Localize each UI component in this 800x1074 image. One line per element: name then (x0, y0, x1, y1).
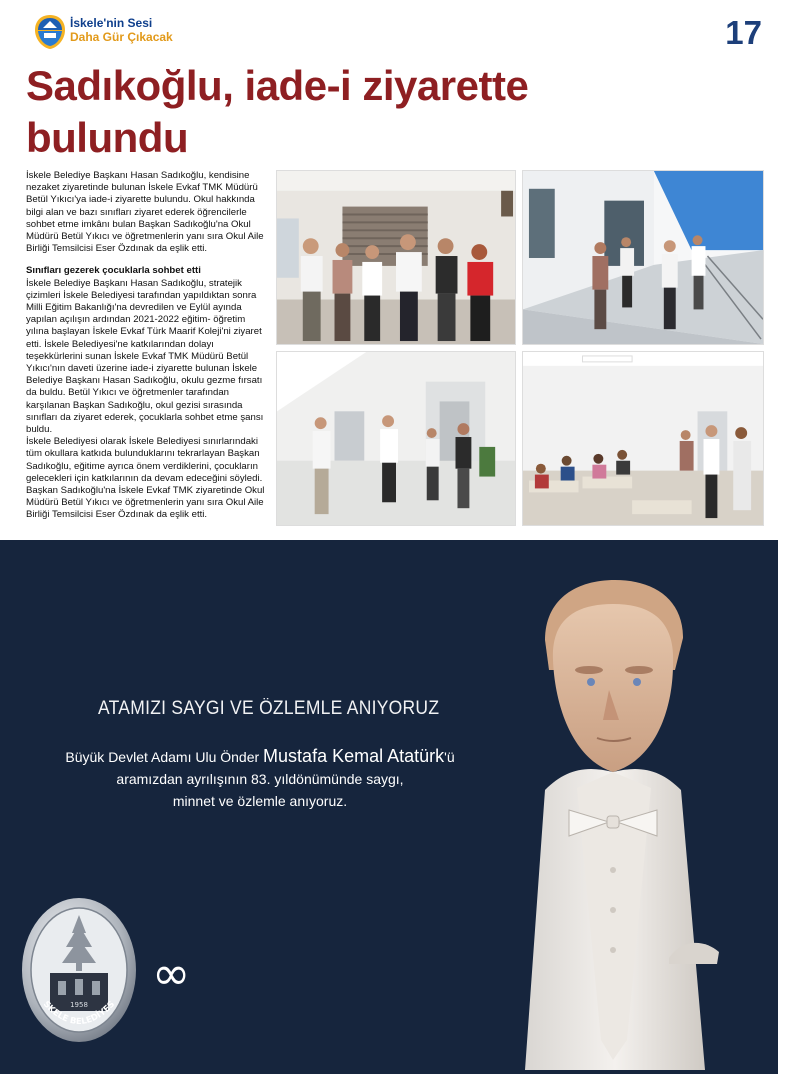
brand-slogan (70, 17, 173, 45)
hall-tour-photo (276, 351, 516, 526)
group-photo-office (276, 170, 516, 345)
commemoration-message (50, 745, 470, 812)
municipality-seal-icon (20, 895, 138, 1045)
commemoration-banner (0, 540, 778, 1074)
message-line-3: minnet ve özlemle anıyoruz. (172, 793, 348, 809)
classroom-visit-photo (522, 351, 764, 526)
message-suffix: 'ü (444, 749, 455, 765)
seal-year: 1958 (70, 1001, 88, 1009)
message-line-2: aramızdan ayrılışının 83. yıldönümünde saygı, (116, 771, 404, 787)
seal-text: SKELE BELEDİYES (40, 999, 118, 1028)
article-paragraph-3: Başkan Sadıkoğlu'na İskele Evkaf TMK ziyaretinde Okul Müdürü Betül Yıkıcı ve öğretmenlerin yanı sıra Okul Aile Birliği Temsilcisi Eser Özdınak da eşlik etti. (26, 485, 265, 521)
page-number: 17 (725, 14, 762, 51)
article-subhead: Sınıfları gezerek çocuklarla sohbet etti (26, 265, 201, 277)
municipality-logo-icon (34, 14, 66, 50)
article-body (26, 170, 266, 522)
article-intro: İskele Belediye Başkanı Hasan Sadıkoğlu, kendisine nezaket ziyaretinde bulunan İskele Evkaf TMK Müdürü Betül Yıkıcı'ya iade-i ziyarette bulundu. Okul hakkında bilgi alan ve bazı sınıfları ziyaret ederek öğrencilerle sohbet etme imkânı bulan Başkan Sadıkoğlu'na Okul Müdürü Betül Yıkıcı ve öğretmenlerin yanı sıra Okul Aile Birliği Temsilcisi Eser Özdınak da eşlik etti. (26, 170, 264, 255)
banner-title: ATAMIZI SAYGI VE ÖZLEMLE ANIYORUZ (98, 698, 440, 719)
article-paragraph-1: İskele Belediye Başkanı Hasan Sadıkoğlu, stratejik çizimleri İskele Belediyesi tarafından yapıldıktan sonra Milli Eğitim Bakanlığı'na devredilen ve Eylül ayında yapılan açılışın ardından 2021-2022 eğitim- öğretim yılına başlayan İskele Evkaf Türk Maarif Koleji'ni ziyaret etti. İskele Belediyesi'ne katkılarından dolayı teşekkürlerini sunan İskele Evkaf TMK Müdürü Betül Yıkıcı'nın daveti üzerine iade-i ziyarette bulunan İskele Belediye Başkanı Hasan Sadıkoğlu, okulu gezme fırsatı da buldu. Betül Yıkıcı ve öğretmenler tarafından karşılanan Başkan Sadıkoğlu, okul gezisi sırasında sınıfları da ziyaret ederek, çocuklarla sohbet etme şansı buldu. (26, 277, 264, 436)
article-paragraph-2: İskele Belediyesi olarak İskele Belediyesi sınırlarındaki tüm okullara katkıda bulunduklarını tekrarlayan Başkan Sadıkoğlu, eğitime ayrıca önem verdiklerini, çocukların gelecekleri için katkılarının da devam edeceğini söyledi. (26, 436, 263, 484)
brand-line-2: Daha Gür Çıkacak (70, 29, 173, 44)
message-prefix: Büyük Devlet Adamı Ulu Önder (65, 749, 260, 765)
infinity-symbol: ∞ (152, 946, 191, 1000)
brand-line-1: İskele'nin Sesi (70, 16, 153, 30)
corridor-walk-photo (522, 170, 764, 345)
ataturk-portrait (505, 560, 775, 1070)
message-line-1 (50, 745, 470, 768)
article-headline: Sadıkoğlu, iade-i ziyarette bulundu (26, 62, 529, 161)
message-name: Mustafa Kemal Atatürk (263, 746, 445, 766)
